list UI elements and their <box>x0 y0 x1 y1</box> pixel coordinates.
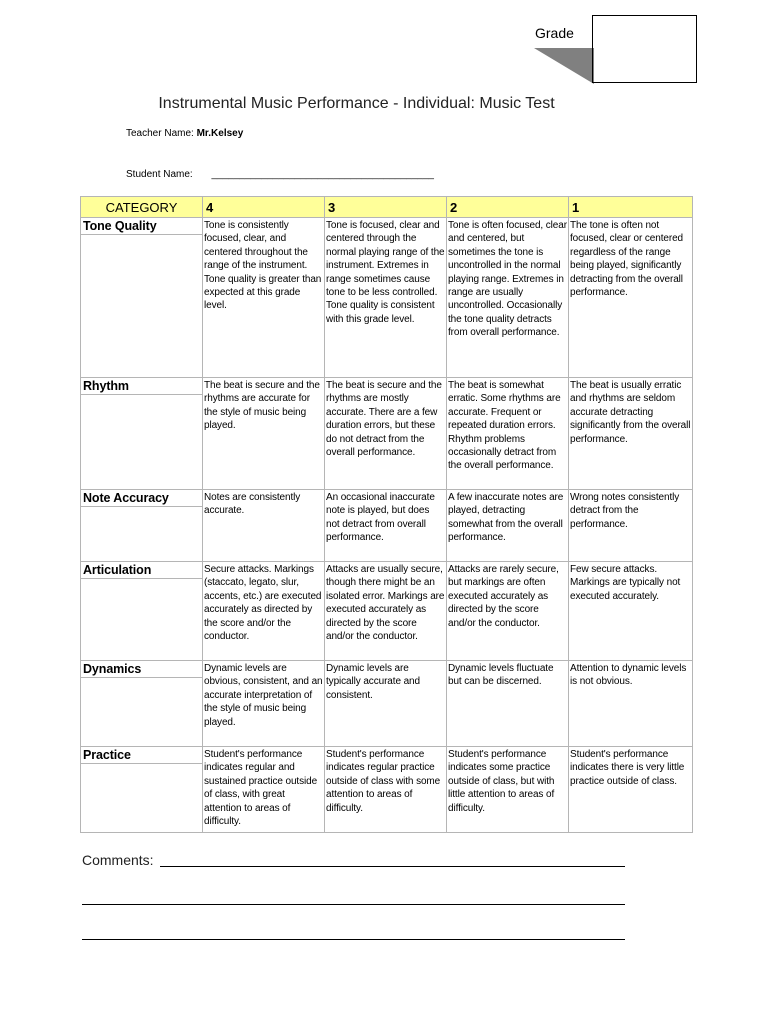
header-score-3: 3 <box>325 197 447 218</box>
category-name: Note Accuracy <box>81 490 202 507</box>
grade-triangle-decoration <box>534 48 594 84</box>
criteria-cell: Few secure attacks. Markings are typically not executed accurately. <box>569 562 693 661</box>
criteria-cell: Student's performance indicates regular and sustained practice outside of class, with great attention to areas of difficulty. <box>203 747 325 833</box>
criteria-cell: The beat is usually erratic and rhythms are seldom accurate detracting significantly from the overall performance. <box>569 378 693 490</box>
criteria-cell: Student's performance indicates some practice outside of class, but with little attention to areas of difficulty. <box>447 747 569 833</box>
category-cell <box>81 562 203 661</box>
criteria-cell: An occasional inaccurate note is played, but does not detract from overall performance. <box>325 490 447 562</box>
criteria-cell: Secure attacks. Markings (staccato, legato, slur, accents, etc.) are executed accurately as directed by the score and/or the conductor. <box>203 562 325 661</box>
criteria-cell: Tone is focused, clear and centered through the normal playing range of the instrument. Extremes in range sometimes cause tone to be less controlled. Tone quality is consistent with this grade level. <box>325 218 447 378</box>
category-name: Practice <box>81 747 202 764</box>
category-cell <box>81 661 203 747</box>
category-cell <box>81 490 203 562</box>
criteria-cell: Attacks are rarely secure, but markings are often executed accurately as directed by the score and/or the conductor. <box>447 562 569 661</box>
category-name: Tone Quality <box>81 218 202 235</box>
grade-label: Grade <box>535 25 574 41</box>
comments-line-3[interactable] <box>82 939 625 940</box>
student-line <box>126 169 434 180</box>
rubric-row-rhythm <box>81 378 693 490</box>
rubric-row-note-accuracy <box>81 490 693 562</box>
teacher-line <box>126 128 243 139</box>
criteria-cell: The beat is somewhat erratic. Some rhythms are accurate. Frequent or repeated duration errors. Rhythm problems occasionally detract from the overall performance. <box>447 378 569 490</box>
criteria-cell: Student's performance indicates regular practice outside of class with some attention to areas of difficulty. <box>325 747 447 833</box>
header-score-4: 4 <box>203 197 325 218</box>
rubric-table <box>80 196 693 833</box>
criteria-cell: Attacks are usually secure, though there might be an isolated error. Markings are executed accurately as directed by the score and/or the conductor. <box>325 562 447 661</box>
category-cell <box>81 747 203 833</box>
criteria-cell: The beat is secure and the rhythms are accurate for the style of music being played. <box>203 378 325 490</box>
criteria-cell: Wrong notes consistently detract from the performance. <box>569 490 693 562</box>
header-score-2: 2 <box>447 197 569 218</box>
criteria-cell: Dynamic levels are obvious, consistent, and an accurate interpretation of the style of music being played. <box>203 661 325 747</box>
comments-line-2[interactable] <box>82 904 625 905</box>
rubric-row-tone-quality <box>81 218 693 378</box>
criteria-cell: The beat is secure and the rhythms are mostly accurate. There are a few duration errors, but these do not detract from the overall performance. <box>325 378 447 490</box>
rubric-row-articulation <box>81 562 693 661</box>
page-title: Instrumental Music Performance - Individual: Music Test <box>158 95 555 112</box>
comments-line-1[interactable] <box>160 866 625 867</box>
rubric-row-dynamics <box>81 661 693 747</box>
grade-box[interactable] <box>592 15 697 83</box>
teacher-name: Mr.Kelsey <box>196 128 244 139</box>
criteria-cell: The tone is often not focused, clear or centered regardless of the range being played, significantly detracting from the overall performance. <box>569 218 693 378</box>
category-name: Articulation <box>81 562 202 579</box>
category-cell <box>81 218 203 378</box>
criteria-cell: Tone is consistently focused, clear, and centered throughout the range of the instrument. Tone quality is greater than expected at this grade level. <box>203 218 325 378</box>
criteria-cell: Notes are consistently accurate. <box>203 490 325 562</box>
header-score-1: 1 <box>569 197 693 218</box>
category-name: Dynamics <box>81 661 202 678</box>
criteria-cell: Student's performance indicates there is very little practice outside of class. <box>569 747 693 833</box>
teacher-label: Teacher Name: <box>126 128 194 139</box>
rubric-header-row <box>81 197 693 218</box>
criteria-cell: Tone is often focused, clear and centered, but sometimes the tone is uncontrolled in the normal playing range. Extremes in range are usually uncontrolled. Occasionally the tone quality detracts from overall performance. <box>447 218 569 378</box>
category-cell <box>81 378 203 490</box>
student-name-blank[interactable]: ________________________________________ <box>211 169 434 180</box>
criteria-cell: Attention to dynamic levels is not obvious. <box>569 661 693 747</box>
header-category: CATEGORY <box>81 197 203 218</box>
rubric-row-practice <box>81 747 693 833</box>
comments-label: Comments: <box>82 852 154 868</box>
criteria-cell: A few inaccurate notes are played, detracting somewhat from the overall performance. <box>447 490 569 562</box>
student-label: Student Name: <box>126 169 193 180</box>
criteria-cell: Dynamic levels fluctuate but can be discerned. <box>447 661 569 747</box>
criteria-cell: Dynamic levels are typically accurate and consistent. <box>325 661 447 747</box>
category-name: Rhythm <box>81 378 202 395</box>
